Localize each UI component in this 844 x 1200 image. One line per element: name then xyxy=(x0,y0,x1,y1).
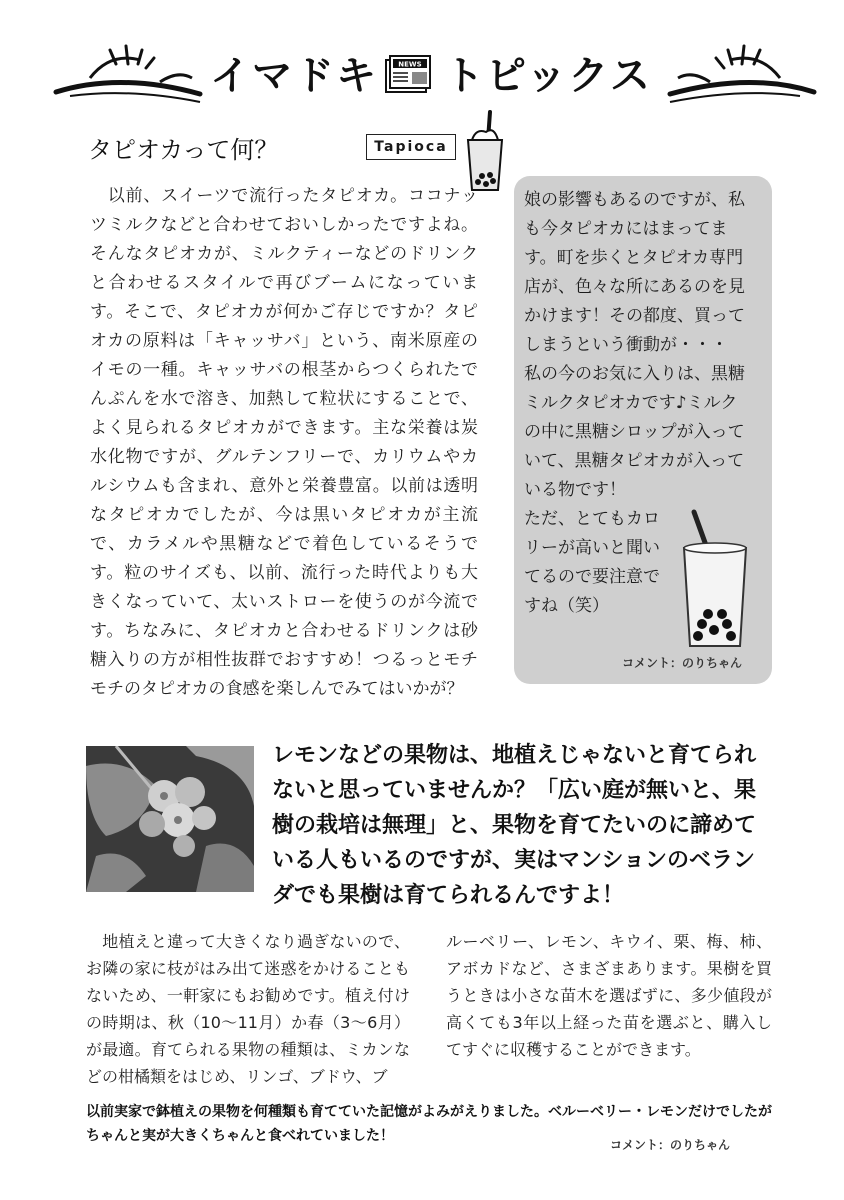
fruit-body-left-column: 地植えと違って大きくなり過ぎないので、お隣の家に枝がはみ出て迷惑をかけることもないため、一軒家にもお勧めです。植え付けの時期は、秋（10～11月）か春（3～6月）が最適。育てられる果物の種類は、ミカンなどの柑橘類をはじめ、リンゴ、ブドウ、ブ xyxy=(86,932,410,1086)
comment-paragraph-2: 私の今のお気に入りは、黒糖ミルクタピオカです♪ミルクの中に黒糖シロップが入っていて、黒糖タピオカが入っている物です！ xyxy=(524,364,745,500)
page-header xyxy=(0,30,844,110)
tapioca-tag: Tapioca xyxy=(366,134,456,160)
news-badge-text: NEWS xyxy=(398,60,422,69)
blueberry-photo xyxy=(86,746,254,892)
tapioca-comment-credit: コメント：のりちゃん xyxy=(622,656,743,670)
fruit-comment: 以前実家で鉢植えの果物を何種類も育てていた記憶がよみがえりました。ベルーベリー・レモンだけでしたがちゃんと実が大きくちゃんと食べれていました！ xyxy=(86,1104,772,1144)
fruit-body-right-column: ルーベリー、レモン、キウイ、栗、梅、柿、アボカドなど、さまざまあります。果樹を買うときは小さな苗木を選ばずに、多少値段が高くても3年以上経った苗を選ぶと、購入してすぐに収穫することができます。 xyxy=(446,932,772,1059)
fruit-comment-credit: コメント：のりちゃん xyxy=(610,1138,731,1152)
newspaper-icon xyxy=(382,52,434,96)
comment-paragraph-3: ただ、とてもカロリーが高いと聞いてるので要注意ですね（笑） xyxy=(524,509,660,616)
header-title-right: トピックス xyxy=(444,53,652,99)
flourish-left-ornament xyxy=(50,42,210,104)
header-title-left: イマドキ xyxy=(210,53,378,99)
tapioca-article-body: 以前、スイーツで流行ったタピオカ。ココナッツミルクなどと合わせておいしかったですよね。そんなタピオカが、ミルクティーなどのドリンクと合わせるスタイルで再びブームになっています。そこで、タピオカが何かご存じですか？タピオカの原料は「キャッサバ」という、南米原産のイモの一種。キャッサバの根茎からつくられたでんぷんを水で溶き、加熱して粒状にすることで、よく見られるタピオカができます。主な栄養は炭水化物ですが、グルテンフリーで、カリウムやカルシウムも含まれ、意外と栄養豊富。以前は透明なタピオカでしたが、今は黒いタピオカが主流で、カラメルや黒糖などで着色しているそうです。粒のサイズも、以前、流行った時代よりも大きくなっていて、太いストローを使うのが今流です。ちなみに、タピオカと合わせるドリンクは砂糖入りの方が相性抜群でおすすめ！つるっとモチモチのタピオカの食感を楽しんでみてはいかが？ xyxy=(90,186,478,699)
fruit-headline: レモンなどの果物は、地植えじゃないと育てられないと思っていませんか？「広い庭が無いと、果樹の栽培は無理」と、果物を育てたいのに諦めている人もいるのですが、実はマンションのベランダでも果樹は育てられるんですよ！ xyxy=(272,743,757,908)
tapioca-glass-illustration xyxy=(672,506,758,652)
comment-paragraph-1: 娘の影響もあるのですが、私も今タピオカにはまってます。町を歩くとタピオカ専門店が、色々な所にあるのを見かけます！その都度、買ってしまうという衝動が・・・ xyxy=(524,190,745,355)
flourish-right-ornament xyxy=(660,42,820,104)
tapioca-heading: タピオカって何？ xyxy=(88,136,279,164)
